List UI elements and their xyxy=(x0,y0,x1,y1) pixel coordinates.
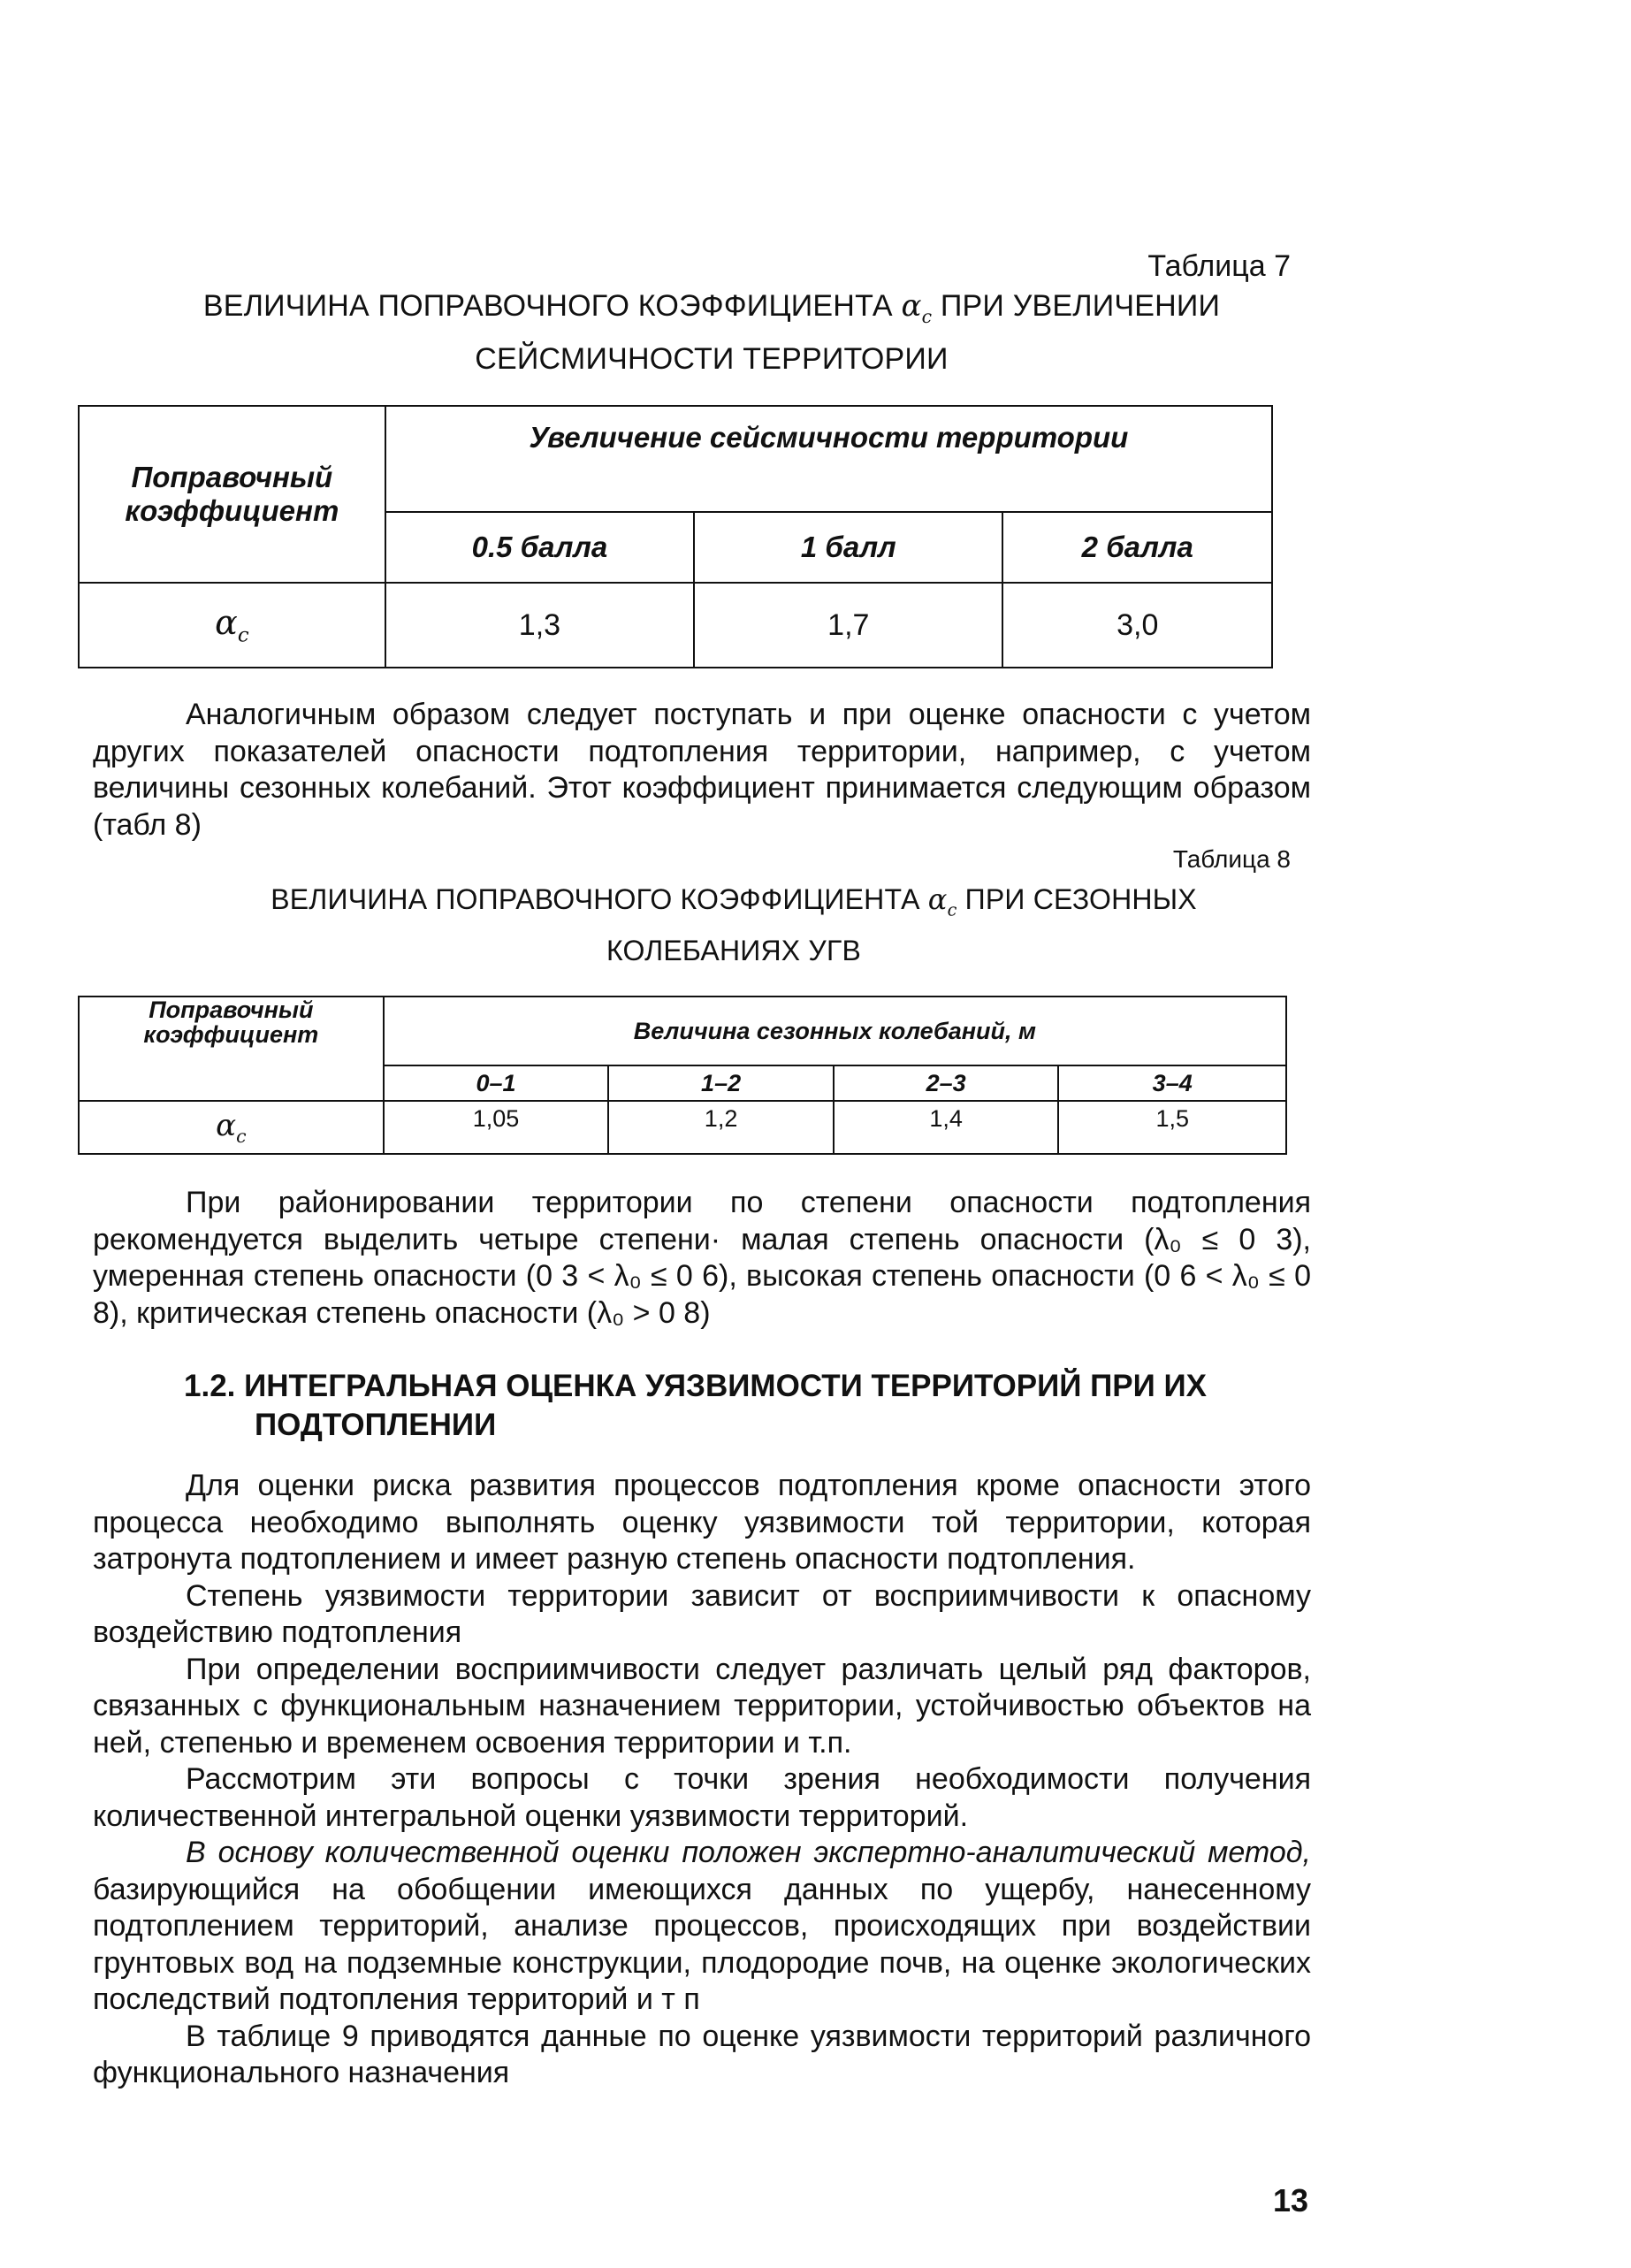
table7-title xyxy=(141,285,1282,380)
table8-col-header: 3–4 xyxy=(1058,1065,1286,1101)
body-paragraph: Степень уязвимости территории зависит от восприимчивости к опасному воздействию подтопления xyxy=(93,1578,1311,1649)
table8-header-group: Величина сезонных колебаний, м xyxy=(384,997,1286,1065)
table7-row-symbol: $\alpha_c$ xyxy=(79,583,385,668)
body-text xyxy=(93,1468,1311,2092)
paragraph-2: При районировании территории по степени опасности подтопления рекомендуется выделить четыре степени· малая степень опасности (λ₀ ≤ 0 3), умеренная степень опасности (0 3 < λ₀ ≤ 0 6), высокая степень опасности (0 6 < λ₀ ≤ 0 8), критическая степень опасности (λ₀ > 0 8) xyxy=(93,1186,1311,1330)
page-number: 13 xyxy=(1273,2182,1309,2218)
table8-label: Таблица 8 xyxy=(1172,845,1291,873)
table8-col-header: 0–1 xyxy=(384,1065,609,1101)
table7-header-group: Увеличение сейсмичности территории xyxy=(385,406,1272,512)
table7-label: Таблица 7 xyxy=(1147,249,1291,283)
table8 xyxy=(78,996,1287,1155)
table7-value: 1,3 xyxy=(385,583,694,668)
table7-value: 3,0 xyxy=(1002,583,1272,668)
table7 xyxy=(78,405,1273,668)
alpha-symbol: $\alpha_c$ xyxy=(901,288,933,327)
section-heading-line1: 1.2. ИНТЕГРАЛЬНАЯ ОЦЕНКА УЯЗВИМОСТИ ТЕРРИТОРИЙ ПРИ ИХ xyxy=(184,1369,1208,1403)
body-paragraph: При определении восприимчивости следует различать целый ряд факторов, связанных с функциональным назначением территории, устойчивостью объектов на ней, степенью и временем освоения территории и т.п. xyxy=(93,1652,1311,1760)
table8-title: ВЕЛИЧИНА ПОПРАВОЧНОГО КОЭФФИЦИЕНТА $\alpha_c$ ПРИ СЕЗОННЫХ КОЛЕБАНИЯХ УГВ xyxy=(271,882,1197,967)
table8-value: 1,4 xyxy=(834,1101,1059,1154)
body-paragraph: Для оценки риска развития процессов подтопления кроме опасности этого процесса необходимо выполнять оценку уязвимости той территории, которая затронута подтоплением и имеет разную степень опасности подтопления. xyxy=(93,1469,1311,1576)
table8-row-symbol: $\alpha_c$ xyxy=(79,1101,384,1154)
table8-header-left: Поправочный коэффициент xyxy=(79,997,384,1101)
table7-value: 1,7 xyxy=(694,583,1002,668)
section-heading-line2: ПОДТОПЛЕНИИ xyxy=(255,1408,497,1442)
table8-value: 1,5 xyxy=(1058,1101,1286,1154)
paragraph-1: Аналогичным образом следует поступать и при оценке опасности с учетом других показателей опасности подтопления территории, например, с учетом величины сезонных колебаний. Этот коэффициент принимается следующим образом (табл 8) xyxy=(93,698,1311,842)
table7-header-left: Поправочный коэффициент xyxy=(79,406,385,583)
table8-col-header: 1–2 xyxy=(608,1065,834,1101)
table8-value: 1,05 xyxy=(384,1101,609,1154)
table7-col-header: 1 балл xyxy=(694,512,1002,583)
section-heading xyxy=(184,1367,1280,1445)
table7-title-after: ПРИ УВЕЛИЧЕНИИ xyxy=(940,289,1221,323)
body-paragraph-italic: В основу количественной оценки положен экспертно-аналитический метод, xyxy=(186,1836,1311,1869)
table7-title-line2: СЕЙСМИЧНОСТИ ТЕРРИТОРИИ xyxy=(475,341,949,376)
body-paragraph: В основу количественной оценки положен экспертно-аналитический метод, базирующийся на обобщении имеющихся данных по ущербу, нанесенному подтоплением территорий, анализе процессов, происходящих при воздействии грунтовых вод на подземные конструкции, плодородие почв, на оценке экологических последствий подтопления территорий и т п xyxy=(93,1836,1311,2016)
table7-col-header: 0.5 балла xyxy=(385,512,694,583)
table8-value: 1,2 xyxy=(608,1101,834,1154)
body-paragraph: Рассмотрим эти вопросы с точки зрения необходимости получения количественной интегральной оценки уязвимости территорий. xyxy=(93,1762,1311,1833)
table7-col-header: 2 балла xyxy=(1002,512,1272,583)
body-paragraph: В таблице 9 приводятся данные по оценке уязвимости территорий различного функционального назначения xyxy=(93,2019,1311,2089)
table7-title-before: ВЕЛИЧИНА ПОПРАВОЧНОГО КОЭФФИЦИЕНТА xyxy=(202,289,893,323)
table8-col-header: 2–3 xyxy=(834,1065,1059,1101)
